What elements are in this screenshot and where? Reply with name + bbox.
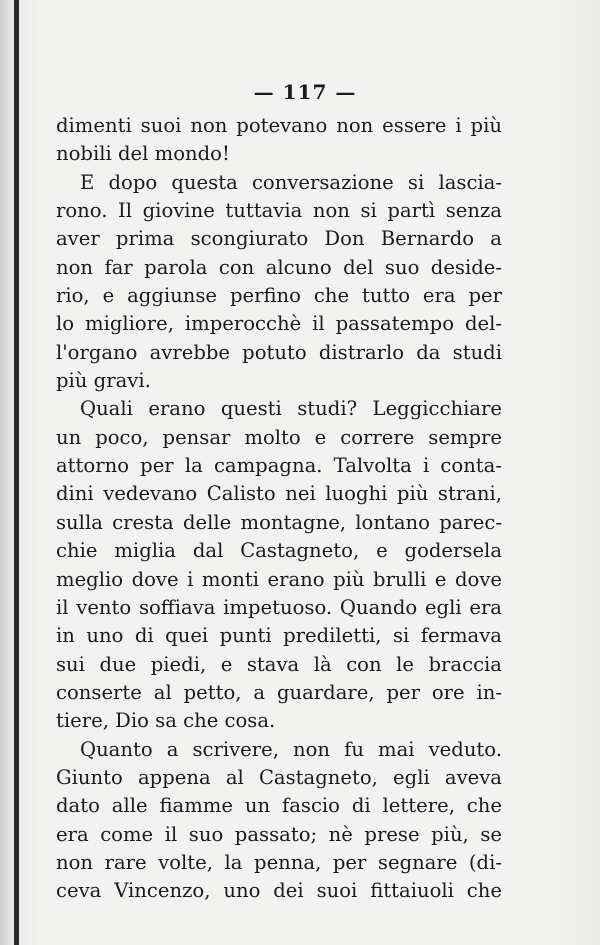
text-line: E dopo questa conversazione si lascia- — [80, 170, 502, 194]
text-line: un poco, pensar molto e correre sempre — [56, 425, 502, 449]
text-line: tiere, Dio sa che cosa. — [56, 709, 276, 733]
text-line: sulla cresta delle montagne, lontano parec- — [56, 510, 502, 534]
text-line: lo migliore, imperocchè il passatempo del- — [56, 312, 502, 336]
text-line: attorno per la campagna. Talvolta i conta- — [56, 454, 502, 478]
text-line: era come il suo passato; nè prese più, se — [56, 822, 502, 846]
body-text — [56, 112, 502, 906]
text-line: Giunto appena al Castagneto, egli aveva — [56, 765, 502, 789]
text-line: conserte al petto, a guardare, per ore in- — [56, 680, 502, 704]
text-line: Quali erano questi studi? Leggicchiare — [80, 397, 502, 421]
book-binding-edge — [14, 0, 19, 945]
text-line: sui due piedi, e stava là con le braccia — [56, 652, 502, 676]
text-line: aver prima scongiurato Don Bernardo a — [56, 227, 502, 251]
text-line: rono. Il giovine tuttavia non si partì senza — [56, 199, 502, 223]
text-line: dato alle fiamme un fascio di lettere, che — [56, 794, 502, 818]
text-line: nobili del mondo! — [56, 142, 230, 166]
page-number: — 117 — — [253, 80, 357, 104]
text-line: l'organo avrebbe potuto distrarlo da studi — [56, 340, 502, 364]
text-line: dimenti suoi non potevano non essere i più — [56, 114, 502, 137]
text-line: meglio dove i monti erano più brulli e dove — [56, 567, 502, 591]
text-line: il vento soffiava impetuoso. Quando egli era — [56, 595, 502, 619]
text-line: dini vedevano Calisto nei luoghi più strani, — [56, 482, 502, 506]
text-line: non rare volte, la penna, per segnare (di- — [56, 850, 502, 874]
text-line: ceva Vincenzo, uno dei suoi fittaiuoli che — [56, 879, 502, 903]
text-line: non far parola con alcuno del suo deside- — [56, 255, 502, 279]
binding-shadow — [0, 0, 14, 945]
text-line: chie miglia dal Castagneto, e godersela — [56, 539, 502, 563]
text-line: più gravi. — [56, 369, 151, 393]
text-line: rio, e aggiunse perfino che tutto era per — [56, 284, 502, 308]
text-line: in uno di quei punti prediletti, si fermava — [56, 624, 502, 648]
text-line: Quanto a scrivere, non fu mai veduto. — [80, 737, 502, 761]
